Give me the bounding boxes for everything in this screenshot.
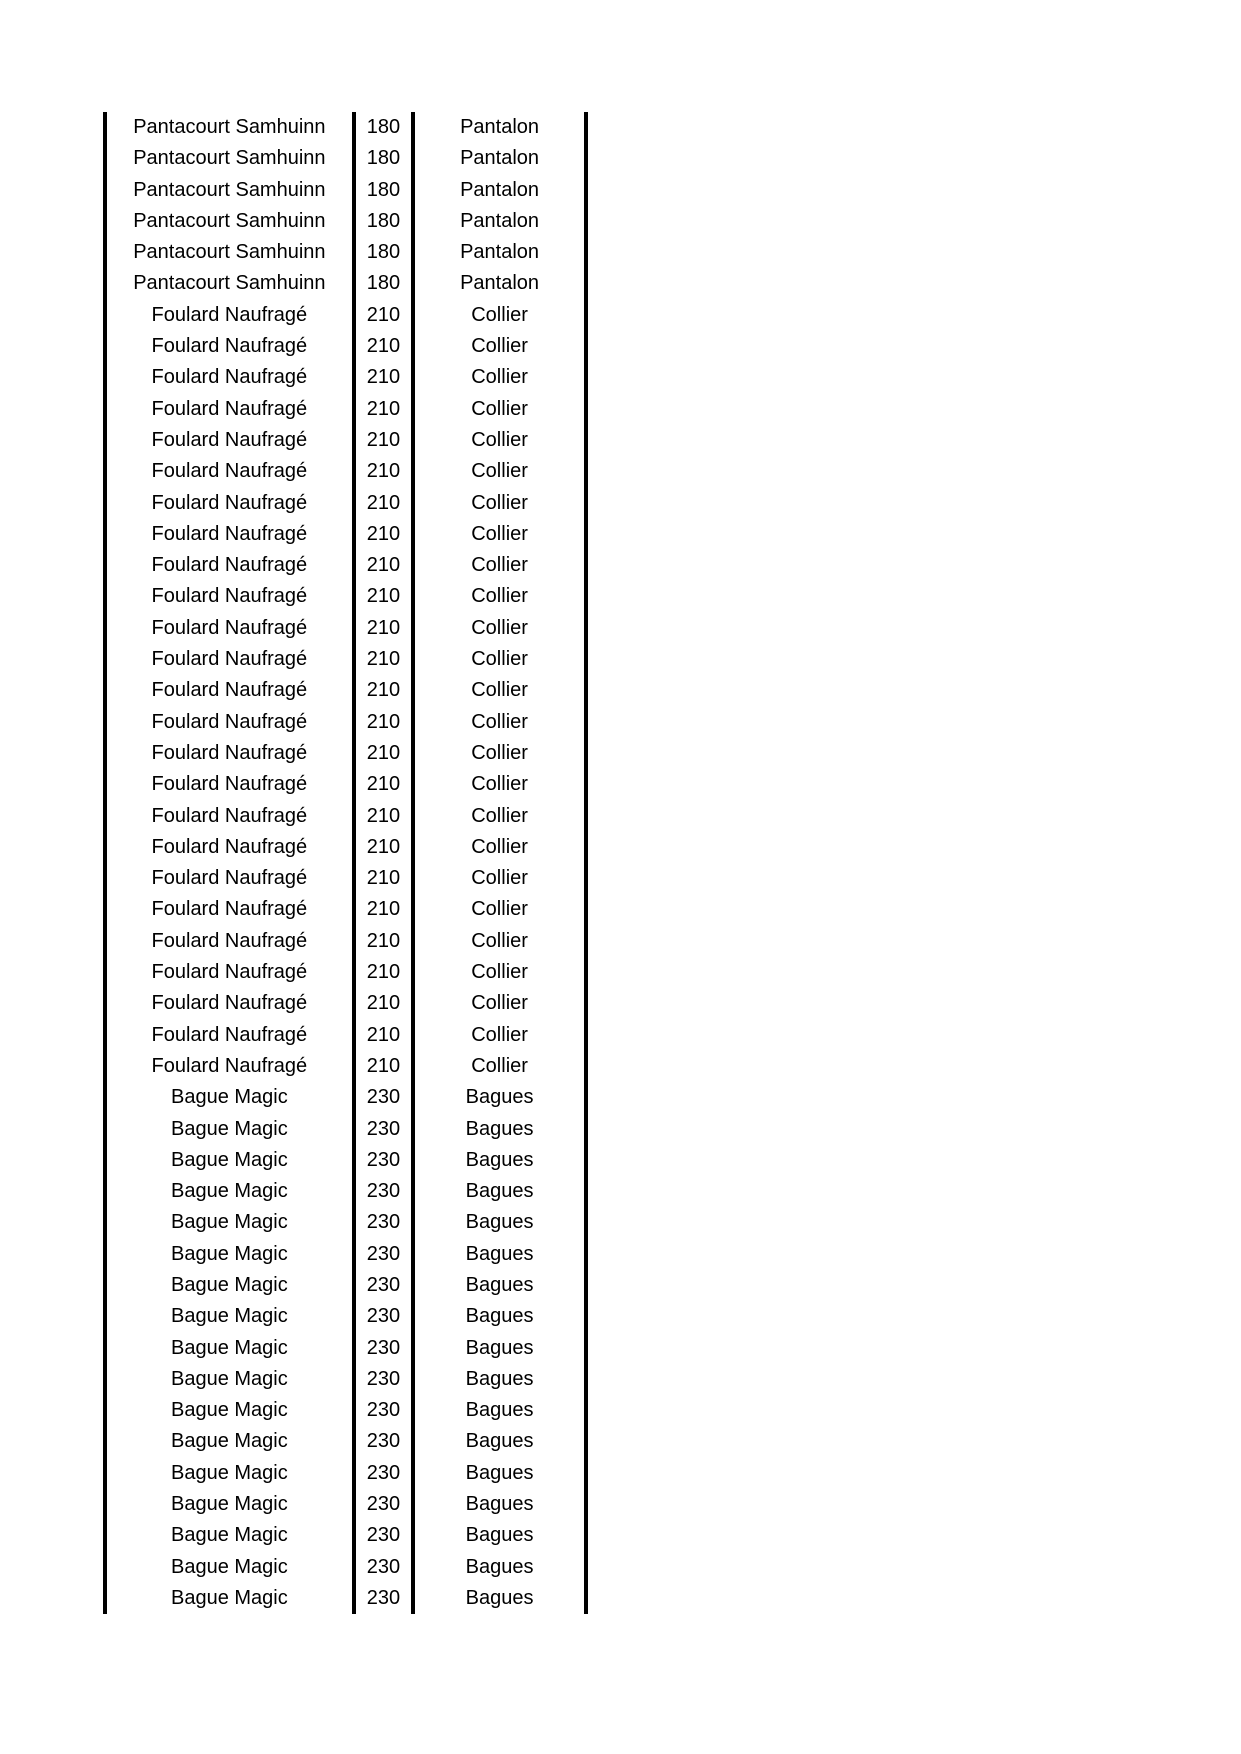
item-price-cell: 210 (354, 644, 413, 675)
table-row (105, 1520, 586, 1551)
item-name-cell: Foulard Naufragé (105, 456, 354, 487)
item-category-cell: Collier (413, 488, 586, 519)
table-row (105, 175, 586, 206)
item-price-cell: 210 (354, 832, 413, 863)
table-row (105, 738, 586, 769)
item-name-cell: Bague Magic (105, 1395, 354, 1426)
item-category-cell: Pantalon (413, 143, 586, 174)
item-category-cell: Bagues (413, 1082, 586, 1113)
items-table (103, 112, 588, 1614)
table-row (105, 143, 586, 174)
table-row (105, 863, 586, 894)
item-price-cell: 210 (354, 957, 413, 988)
item-price-cell: 230 (354, 1176, 413, 1207)
item-category-cell: Pantalon (413, 268, 586, 299)
item-category-cell: Collier (413, 1020, 586, 1051)
item-price-cell: 210 (354, 581, 413, 612)
item-price-cell: 230 (354, 1458, 413, 1489)
item-category-cell: Pantalon (413, 237, 586, 268)
item-name-cell: Foulard Naufragé (105, 613, 354, 644)
item-category-cell: Collier (413, 456, 586, 487)
table-row (105, 832, 586, 863)
item-name-cell: Foulard Naufragé (105, 331, 354, 362)
item-category-cell: Collier (413, 832, 586, 863)
item-category-cell: Collier (413, 331, 586, 362)
item-name-cell: Foulard Naufragé (105, 300, 354, 331)
table-row (105, 801, 586, 832)
item-category-cell: Bagues (413, 1176, 586, 1207)
item-name-cell: Foulard Naufragé (105, 1051, 354, 1082)
table-row (105, 456, 586, 487)
item-name-cell: Foulard Naufragé (105, 863, 354, 894)
table-row (105, 1301, 586, 1332)
item-price-cell: 210 (354, 488, 413, 519)
item-name-cell: Pantacourt Samhuinn (105, 237, 354, 268)
item-name-cell: Pantacourt Samhuinn (105, 143, 354, 174)
item-category-cell: Collier (413, 988, 586, 1019)
item-category-cell: Bagues (413, 1364, 586, 1395)
table-row (105, 644, 586, 675)
item-category-cell: Bagues (413, 1458, 586, 1489)
table-row (105, 1207, 586, 1238)
item-price-cell: 210 (354, 550, 413, 581)
item-price-cell: 230 (354, 1145, 413, 1176)
item-name-cell: Foulard Naufragé (105, 550, 354, 581)
item-name-cell: Foulard Naufragé (105, 394, 354, 425)
item-price-cell: 210 (354, 988, 413, 1019)
item-name-cell: Foulard Naufragé (105, 675, 354, 706)
table-row (105, 1489, 586, 1520)
item-name-cell: Foulard Naufragé (105, 926, 354, 957)
table-row (105, 362, 586, 393)
item-price-cell: 230 (354, 1114, 413, 1145)
item-name-cell: Foulard Naufragé (105, 894, 354, 925)
item-category-cell: Bagues (413, 1270, 586, 1301)
item-name-cell: Pantacourt Samhuinn (105, 112, 354, 143)
item-price-cell: 180 (354, 268, 413, 299)
table-row (105, 1395, 586, 1426)
item-category-cell: Bagues (413, 1239, 586, 1270)
item-price-cell: 230 (354, 1520, 413, 1551)
item-name-cell: Foulard Naufragé (105, 988, 354, 1019)
item-price-cell: 230 (354, 1301, 413, 1332)
table-row (105, 1426, 586, 1457)
table-row (105, 988, 586, 1019)
item-price-cell: 210 (354, 300, 413, 331)
item-price-cell: 210 (354, 456, 413, 487)
item-category-cell: Collier (413, 613, 586, 644)
table-row (105, 957, 586, 988)
item-name-cell: Bague Magic (105, 1270, 354, 1301)
table-row (105, 769, 586, 800)
item-price-cell: 230 (354, 1364, 413, 1395)
item-price-cell: 230 (354, 1489, 413, 1520)
item-name-cell: Foulard Naufragé (105, 581, 354, 612)
table-row (105, 675, 586, 706)
item-price-cell: 230 (354, 1239, 413, 1270)
item-category-cell: Bagues (413, 1426, 586, 1457)
item-category-cell: Pantalon (413, 112, 586, 143)
item-name-cell: Bague Magic (105, 1301, 354, 1332)
item-price-cell: 210 (354, 425, 413, 456)
item-name-cell: Bague Magic (105, 1114, 354, 1145)
item-price-cell: 180 (354, 143, 413, 174)
item-name-cell: Bague Magic (105, 1145, 354, 1176)
table-row (105, 1239, 586, 1270)
item-category-cell: Collier (413, 550, 586, 581)
item-price-cell: 230 (354, 1426, 413, 1457)
item-name-cell: Foulard Naufragé (105, 519, 354, 550)
table-row (105, 581, 586, 612)
item-price-cell: 210 (354, 894, 413, 925)
table-row (105, 268, 586, 299)
item-name-cell: Bague Magic (105, 1458, 354, 1489)
table-row (105, 1176, 586, 1207)
table-row (105, 1145, 586, 1176)
item-name-cell: Bague Magic (105, 1239, 354, 1270)
item-name-cell: Foulard Naufragé (105, 362, 354, 393)
item-category-cell: Collier (413, 1051, 586, 1082)
item-category-cell: Collier (413, 957, 586, 988)
item-price-cell: 180 (354, 237, 413, 268)
item-name-cell: Bague Magic (105, 1082, 354, 1113)
item-name-cell: Foulard Naufragé (105, 832, 354, 863)
item-price-cell: 230 (354, 1270, 413, 1301)
item-name-cell: Bague Magic (105, 1552, 354, 1583)
item-name-cell: Foulard Naufragé (105, 769, 354, 800)
table-row (105, 1082, 586, 1113)
item-price-cell: 210 (354, 394, 413, 425)
table-row (105, 550, 586, 581)
table-row (105, 300, 586, 331)
item-category-cell: Collier (413, 300, 586, 331)
item-category-cell: Collier (413, 707, 586, 738)
item-category-cell: Collier (413, 644, 586, 675)
item-price-cell: 230 (354, 1395, 413, 1426)
item-category-cell: Collier (413, 394, 586, 425)
item-category-cell: Bagues (413, 1333, 586, 1364)
item-name-cell: Pantacourt Samhuinn (105, 268, 354, 299)
item-category-cell: Collier (413, 894, 586, 925)
item-name-cell: Pantacourt Samhuinn (105, 206, 354, 237)
item-category-cell: Collier (413, 769, 586, 800)
item-category-cell: Bagues (413, 1114, 586, 1145)
item-name-cell: Foulard Naufragé (105, 644, 354, 675)
table-row (105, 425, 586, 456)
item-price-cell: 230 (354, 1583, 413, 1614)
item-name-cell: Bague Magic (105, 1489, 354, 1520)
table-row (105, 237, 586, 268)
table-row (105, 894, 586, 925)
item-category-cell: Collier (413, 926, 586, 957)
item-name-cell: Foulard Naufragé (105, 738, 354, 769)
item-name-cell: Foulard Naufragé (105, 801, 354, 832)
table-row (105, 394, 586, 425)
item-category-cell: Collier (413, 738, 586, 769)
item-name-cell: Foulard Naufragé (105, 707, 354, 738)
item-name-cell: Foulard Naufragé (105, 488, 354, 519)
table-row (105, 1114, 586, 1145)
item-name-cell: Bague Magic (105, 1426, 354, 1457)
item-category-cell: Bagues (413, 1395, 586, 1426)
item-name-cell: Bague Magic (105, 1207, 354, 1238)
table-row (105, 1051, 586, 1082)
item-category-cell: Bagues (413, 1301, 586, 1332)
item-price-cell: 210 (354, 613, 413, 644)
item-price-cell: 210 (354, 1051, 413, 1082)
table-row (105, 1333, 586, 1364)
item-price-cell: 230 (354, 1552, 413, 1583)
item-category-cell: Collier (413, 581, 586, 612)
table-row (105, 1552, 586, 1583)
item-price-cell: 180 (354, 175, 413, 206)
item-category-cell: Bagues (413, 1145, 586, 1176)
item-name-cell: Pantacourt Samhuinn (105, 175, 354, 206)
item-price-cell: 210 (354, 519, 413, 550)
item-category-cell: Bagues (413, 1583, 586, 1614)
item-name-cell: Bague Magic (105, 1364, 354, 1395)
item-price-cell: 210 (354, 1020, 413, 1051)
table-body (105, 112, 586, 1614)
table-row (105, 1583, 586, 1614)
item-price-cell: 210 (354, 801, 413, 832)
item-price-cell: 210 (354, 926, 413, 957)
item-category-cell: Pantalon (413, 175, 586, 206)
item-category-cell: Collier (413, 425, 586, 456)
item-category-cell: Pantalon (413, 206, 586, 237)
item-category-cell: Collier (413, 519, 586, 550)
item-category-cell: Bagues (413, 1520, 586, 1551)
item-name-cell: Bague Magic (105, 1176, 354, 1207)
item-name-cell: Foulard Naufragé (105, 957, 354, 988)
item-category-cell: Bagues (413, 1552, 586, 1583)
item-name-cell: Bague Magic (105, 1333, 354, 1364)
item-name-cell: Foulard Naufragé (105, 1020, 354, 1051)
item-name-cell: Bague Magic (105, 1520, 354, 1551)
item-category-cell: Bagues (413, 1207, 586, 1238)
table-row (105, 1364, 586, 1395)
item-price-cell: 210 (354, 675, 413, 706)
item-category-cell: Collier (413, 362, 586, 393)
item-price-cell: 210 (354, 769, 413, 800)
table-row (105, 1270, 586, 1301)
item-price-cell: 230 (354, 1333, 413, 1364)
table-row (105, 519, 586, 550)
item-price-cell: 230 (354, 1207, 413, 1238)
item-price-cell: 180 (354, 112, 413, 143)
item-category-cell: Collier (413, 863, 586, 894)
table-row (105, 331, 586, 362)
table-row (105, 707, 586, 738)
table-row (105, 488, 586, 519)
item-price-cell: 210 (354, 738, 413, 769)
item-price-cell: 180 (354, 206, 413, 237)
spreadsheet-page (103, 112, 588, 1614)
table-row (105, 926, 586, 957)
item-category-cell: Collier (413, 675, 586, 706)
item-price-cell: 210 (354, 863, 413, 894)
table-row (105, 1458, 586, 1489)
item-name-cell: Foulard Naufragé (105, 425, 354, 456)
table-row (105, 112, 586, 143)
item-price-cell: 210 (354, 331, 413, 362)
item-name-cell: Bague Magic (105, 1583, 354, 1614)
table-row (105, 613, 586, 644)
item-category-cell: Collier (413, 801, 586, 832)
table-row (105, 206, 586, 237)
item-category-cell: Bagues (413, 1489, 586, 1520)
table-row (105, 1020, 586, 1051)
item-price-cell: 210 (354, 707, 413, 738)
item-price-cell: 210 (354, 362, 413, 393)
item-price-cell: 230 (354, 1082, 413, 1113)
